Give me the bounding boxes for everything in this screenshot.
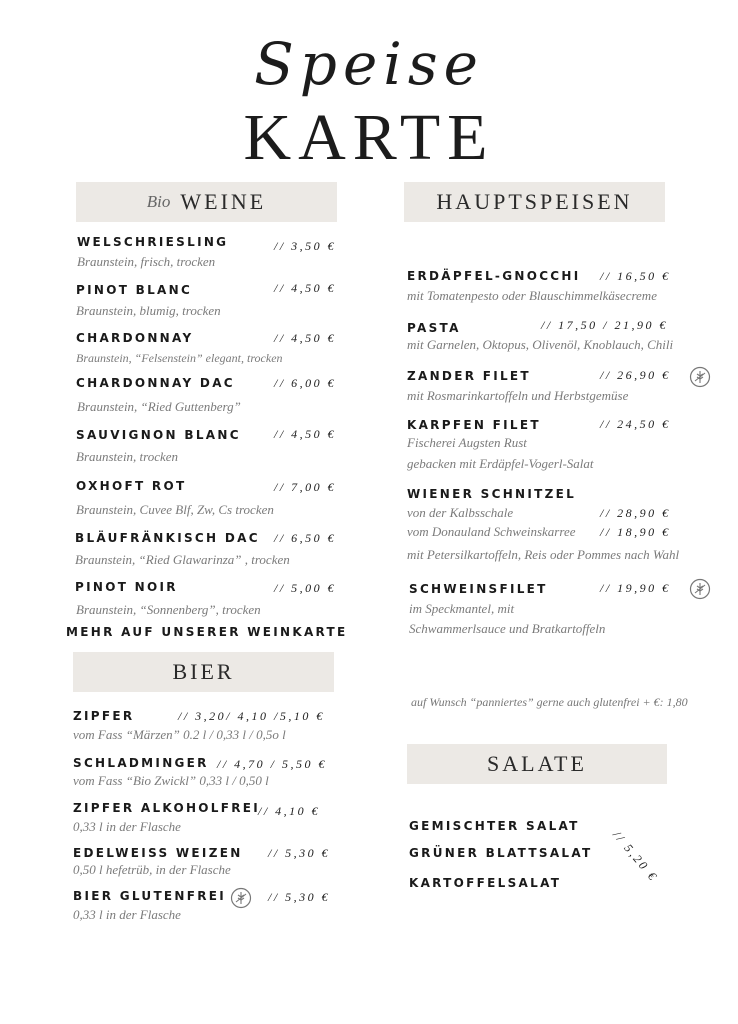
salad-item-name: KARTOFFELSALAT bbox=[409, 876, 562, 890]
dish-item-name: SCHWEINSFILET bbox=[409, 582, 548, 596]
wine-item-price: // 6,00 € bbox=[274, 376, 337, 390]
dish-item-name: ERDÄPFEL-GNOCCHI bbox=[407, 269, 581, 283]
salate-banner bbox=[407, 744, 667, 784]
wine-item-desc: Braunstein, “Sonnenberg”, trocken bbox=[76, 602, 261, 617]
wine-item-price: // 4,50 € bbox=[274, 427, 337, 441]
gluten-free-icon bbox=[230, 887, 252, 909]
dish-item-price: // 18,90 € bbox=[600, 525, 671, 539]
dish-item-desc: gebacken mit Erdäpfel-Vogerl-Salat bbox=[407, 456, 594, 471]
wine-item-name: WELSCHRIESLING bbox=[77, 235, 229, 249]
dish-item-desc: mit Rosmarinkartoffeln und Herbstgemüse bbox=[407, 388, 629, 403]
dish-item-desc: Fischerei Augsten Rust bbox=[407, 435, 527, 450]
beer-item-price: // 5,30 € bbox=[268, 846, 331, 860]
bier-banner bbox=[73, 652, 334, 692]
beer-item-price: // 3,20/ 4,10 /5,10 € bbox=[178, 709, 325, 723]
dish-item-desc: mit Garnelen, Oktopus, Olivenöl, Knoblauch, Chili bbox=[407, 337, 674, 352]
beer-item-name: SCHLADMINGER bbox=[73, 756, 209, 770]
beer-item-desc: vom Fass “Märzen” 0.2 l / 0,33 l / 0,5o l bbox=[73, 727, 286, 742]
beer-item-desc: 0,33 l in der Flasche bbox=[73, 907, 181, 922]
beer-item-name: ZIPFER ALKOHOLFREI bbox=[73, 801, 261, 815]
wine-item-price: // 4,50 € bbox=[274, 331, 337, 345]
beer-item-price: // 4,10 € bbox=[258, 804, 321, 818]
dish-item-name: WIENER SCHNITZEL bbox=[407, 487, 577, 501]
wine-item-desc: Braunstein, frisch, trocken bbox=[77, 254, 216, 269]
beer-item-desc: 0,33 l in der Flasche bbox=[73, 819, 181, 834]
wine-item-price: // 3,50 € bbox=[274, 239, 337, 253]
dish-item-desc: vom Donauland Schweinskarree bbox=[407, 524, 576, 539]
gluten-free-icon bbox=[689, 578, 711, 600]
dish-item-desc: Schwammerlsauce und Bratkartoffeln bbox=[409, 621, 606, 636]
beer-item-price: // 5,30 € bbox=[268, 890, 331, 904]
wine-item-price: // 6,50 € bbox=[274, 531, 337, 545]
dish-item-name: PASTA bbox=[407, 321, 461, 335]
dish-item-price: // 24,50 € bbox=[600, 417, 671, 431]
wine-item-desc: Braunstein, trocken bbox=[76, 449, 179, 464]
wine-item-name: BLÄUFRÄNKISCH DAC bbox=[75, 531, 260, 545]
salad-price: // 5,20 € bbox=[610, 828, 661, 885]
bier-heading: BIER bbox=[172, 659, 235, 684]
weine-prefix: Bio bbox=[146, 192, 171, 211]
wine-item-name: CHARDONNAY DAC bbox=[76, 376, 235, 390]
glutenfree-note: auf Wunsch “panniertes” gerne auch glutenfrei + €: 1,80 bbox=[411, 695, 688, 709]
beer-item-name: EDELWEISS WEIZEN bbox=[73, 846, 243, 860]
wine-item-desc: Braunstein, “Ried Guttenberg” bbox=[77, 399, 241, 414]
salate-heading: SALATE bbox=[487, 751, 587, 776]
dish-item-price: // 28,90 € bbox=[600, 506, 671, 520]
wine-item-desc: Braunstein, Cuvee Blf, Zw, Cs trocken bbox=[76, 502, 274, 517]
wine-list-link: MEHR AUF UNSERER WEINKARTE bbox=[66, 625, 348, 639]
beer-item-name: ZIPFER bbox=[73, 709, 135, 723]
dish-item-desc: mit Petersilkartoffeln, Reis oder Pommes nach Wahl bbox=[407, 547, 680, 562]
page-title: KARTE bbox=[243, 101, 495, 174]
dish-item-price: // 16,50 € bbox=[600, 269, 671, 283]
beer-item-desc: 0,50 l hefetrüb, in der Flasche bbox=[73, 862, 231, 877]
title-script: Speise bbox=[254, 30, 484, 98]
wine-item-name: PINOT NOIR bbox=[75, 580, 178, 594]
dish-item-name: ZANDER FILET bbox=[407, 369, 531, 383]
wine-item-name: OXHOFT ROT bbox=[76, 479, 187, 493]
gluten-free-icon bbox=[689, 366, 711, 388]
wine-item-desc: Braunstein, blumig, trocken bbox=[76, 303, 221, 318]
dish-item-desc: mit Tomatenpesto oder Blauschimmelkäsecreme bbox=[407, 288, 657, 303]
wine-item-price: // 7,00 € bbox=[274, 480, 337, 494]
wine-item-name: CHARDONNAY bbox=[76, 331, 194, 345]
weine-heading: WEINE bbox=[180, 189, 267, 214]
dish-item-desc: von der Kalbsschale bbox=[407, 505, 514, 520]
dish-item-name: KARPFEN FILET bbox=[407, 418, 541, 432]
wine-item-desc: Braunstein, “Ried Glawarinza” , trocken bbox=[75, 552, 290, 567]
salad-item-name: GEMISCHTER SALAT bbox=[409, 819, 580, 833]
dish-item-price: // 17,50 / 21,90 € bbox=[541, 318, 669, 332]
dish-item-price: // 26,90 € bbox=[600, 368, 671, 382]
beer-item-name: BIER GLUTENFREI bbox=[73, 889, 227, 903]
weine-banner bbox=[76, 182, 337, 222]
dish-item-desc: im Speckmantel, mit bbox=[409, 601, 515, 616]
wine-item-price: // 5,00 € bbox=[274, 581, 337, 595]
hauptspeisen-heading: HAUPTSPEISEN bbox=[436, 189, 633, 214]
beer-item-price: // 4,70 / 5,50 € bbox=[217, 757, 328, 771]
wine-item-desc: Braunstein, “Felsenstein” elegant, trocken bbox=[76, 351, 283, 365]
beer-item-desc: vom Fass “Bio Zwickl” 0,33 l / 0,50 l bbox=[73, 773, 269, 788]
wine-item-name: PINOT BLANC bbox=[76, 283, 193, 297]
salad-item-name: GRÜNER BLATTSALAT bbox=[409, 846, 593, 860]
hauptspeisen-banner bbox=[404, 182, 665, 222]
dish-item-price: // 19,90 € bbox=[600, 581, 671, 595]
wine-item-price: // 4,50 € bbox=[274, 281, 337, 295]
wine-item-name: SAUVIGNON BLANC bbox=[76, 428, 241, 442]
